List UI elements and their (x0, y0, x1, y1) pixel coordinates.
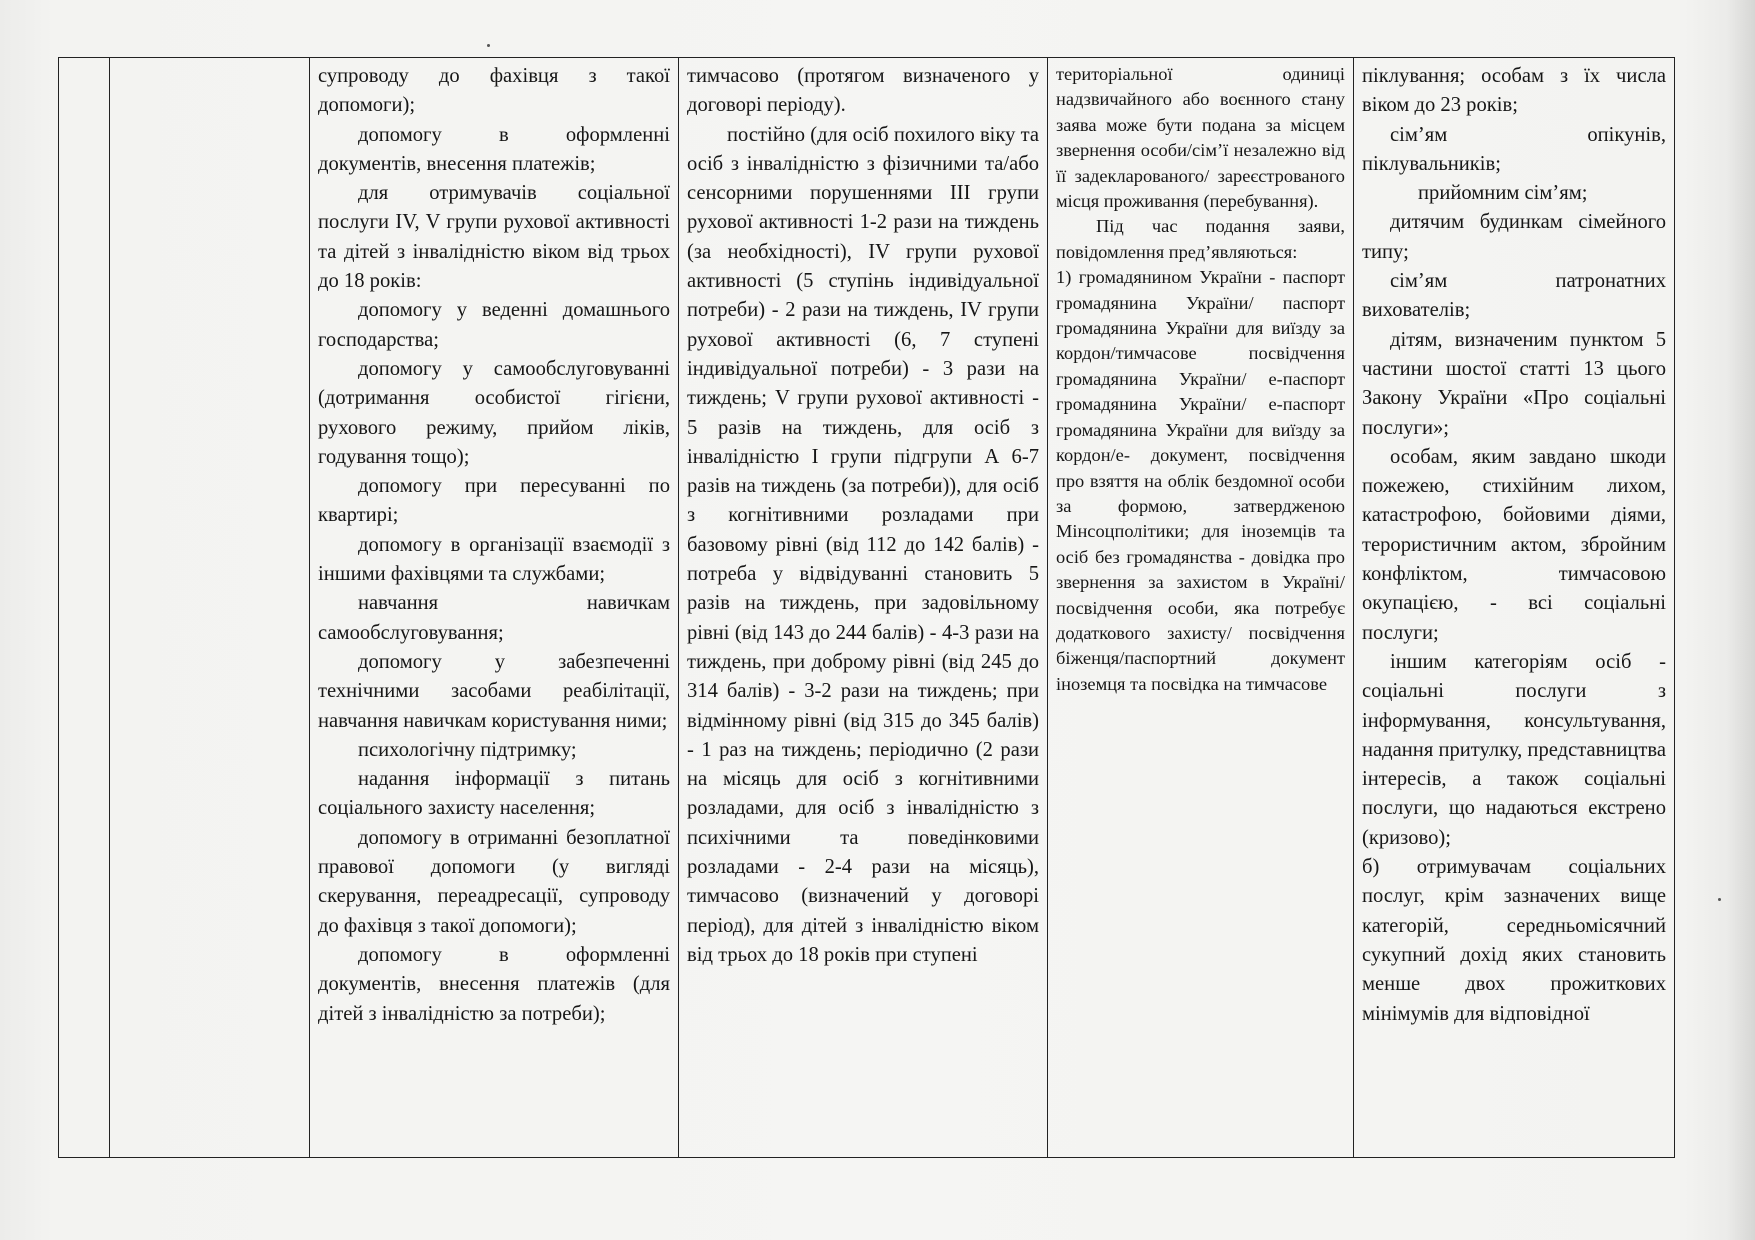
paragraph: допомогу в організації взаємодії з іншими фахівцями та службами; (318, 533, 670, 586)
table-cell-frequency (679, 58, 1048, 1158)
paragraph: супроводу до фахівця з такої допомоги); (318, 65, 670, 117)
paragraph: допомогу в отриманні безоплатної правової допомоги (у вигляді скерування, переадресації, супроводу до фахівця з такої допомоги); (318, 826, 670, 937)
services-content (318, 62, 670, 1157)
paragraph: сім’ям патронатних вихователів; (1362, 270, 1666, 322)
paragraph: дітям, визначеним пунктом 5 частини шостої статті 13 цього Закону України «Про соціальні послуги»; (1362, 328, 1666, 439)
scan-speck (1718, 898, 1721, 901)
paragraph: допомогу у веденні домашнього господарства; (318, 299, 670, 351)
paragraph: територіальної одиниці надзвичайного або воєнного стану заява може бути подана за місцем звернення особи/сім’ї незалежно від її задекларованого/ зареєстрованого місця проживання (перебування). (1056, 64, 1345, 212)
paragraph: особам, яким завдано шкоди пожежею, стихійним лихом, катастрофою, бойовими діями, терористичним актом, збройним конфліктом, тимчасовою окупацією, - всі соціальні послуги; (1362, 445, 1666, 644)
table-cell-number (59, 58, 110, 1158)
paragraph: психологічну підтримку; (358, 738, 577, 761)
document-table (58, 57, 1675, 1158)
scan-speck (487, 44, 490, 47)
paragraph: тимчасово (протягом визначеного у договорі періоду). (687, 65, 1039, 117)
table-row (59, 58, 1675, 1158)
documents-content (1056, 62, 1345, 1157)
paragraph: сім’ям опікунів, піклувальників; (1362, 123, 1666, 175)
table-cell-recipients (1354, 58, 1675, 1158)
paragraph: допомогу при пересуванні по квартирі; (318, 475, 670, 527)
paragraph: допомогу у забезпеченні технічними засобами реабілітації, навчання навичкам користування ними; (318, 650, 670, 732)
frequency-content (687, 62, 1039, 1157)
paragraph: допомогу в оформленні документів, внесення платежів (для дітей з інвалідністю за потреби); (318, 943, 670, 1025)
page-edge-shadow (1727, 0, 1755, 1240)
paragraph: 1) громадянином України - паспорт громадянина України/ паспорт громадянина України для виїзду за кордон/тимчасове посвідчення громадянина України/ е-паспорт громадянина України/ е-паспорт громадянина України для виїзду за кордон/е- документ, посвідчення про взяття на облік бездомної особи за формою, затвердженою Мінсоцполітики; для іноземців та осіб без громадянства - довідка про звернення за захистом в Україні/ посвідчення особи, яка потребує додаткового захисту/ посвідчення біженця/паспортний документ іноземця та посвідка на тимчасове (1056, 267, 1345, 694)
paragraph: іншим категоріям осіб - соціальні послуги з інформування, консультування, надання притулку, представництва інтересів, а також соціальні послуги, що надаються екстрено (кризово); (1362, 650, 1666, 849)
paragraph: прийомним сім’ям; (1418, 182, 1588, 205)
paragraph: дитячим будинкам сімейного типу; (1362, 211, 1666, 263)
recipients-content (1362, 62, 1666, 1157)
paragraph: б) отримувачам соціальних послуг, крім зазначених вище категорій, середньомісячний сукупний дохід яких становить менше двох прожиткових мінімумів для відповідної (1362, 856, 1666, 1025)
table-cell-documents (1048, 58, 1354, 1158)
paragraph: навчання навичкам самообслуговування; (318, 592, 670, 644)
paragraph: допомогу в оформленні документів, внесення платежів; (318, 123, 670, 175)
paragraph: допомогу у самообслуговуванні (дотримання особистої гігієни, рухового режиму, прийом ліків, годування тощо); (318, 357, 670, 468)
table-cell-name (110, 58, 310, 1158)
paragraph: надання інформації з питань соціального захисту населення; (318, 768, 670, 820)
table-cell-services (310, 58, 679, 1158)
paragraph: для отримувачів соціальної послуги IV, V групи рухової активності та дітей з інвалідністю віком від трьох до 18 років: (318, 182, 670, 293)
paragraph: піклування; особам з їх числа віком до 23 років; (1362, 65, 1666, 117)
paragraph: постійно (для осіб похилого віку та осіб з інвалідністю з фізичними та/або сенсорними порушеннями III групи рухової активності 1-2 рази на тиждень (за необхідності), IV групи рухової активності (5 ступінь індивідуальної потреби) - 2 рази на тиждень, IV групи рухової активності (6, 7 ступені індивідуальної потреби) - 3 рази на тиждень; V групи рухової активності - 5 разів на тиждень, для осіб з інвалідністю I групи підгрупи А 6-7 разів на тиждень (за потреби)), для осіб з когнітивними розладами при базовому рівні (від 112 до 142 балів) - потреба у відвідуванні становить 5 разів на тиждень, при задовільному рівні (від 143 до 244 балів) - 4-3 рази на тиждень, при доброму рівні (від 245 до 314 балів) - 3-2 рази на тиждень; при відмінному рівні (від 315 до 345 балів) - 1 раз на тиждень; періодично (2 рази на місяць для осіб з когнітивними розладами, для осіб з інвалідністю з психічними та поведінковими розладами - 2-4 рази на місяць), тимчасово (визначений у договорі період), для дітей з інвалідністю віком від трьох до 18 років при ступені (687, 123, 1039, 966)
paragraph: Під час подання заяви, повідомлення пред’являються: (1056, 216, 1345, 262)
